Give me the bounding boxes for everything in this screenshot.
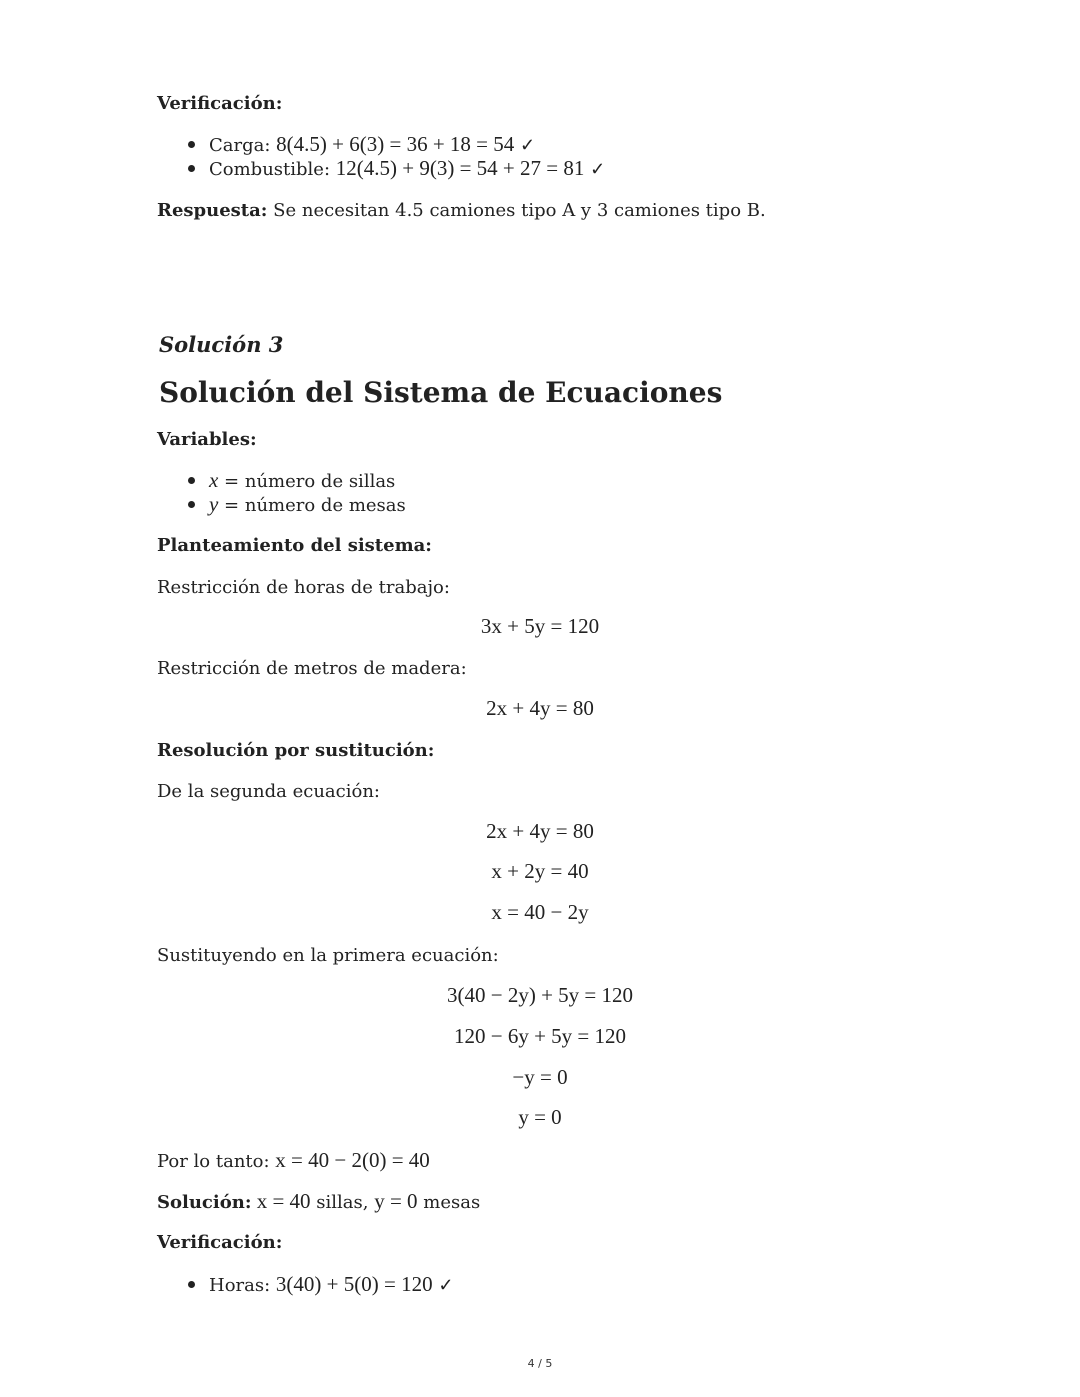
math-expression: 12(4.5) + 9(3) = 54 + 27 = 81 [335,156,585,180]
verification-heading: Verificación: [157,1232,283,1253]
math-expression: x = 40 − 2(0) = 40 [275,1148,430,1172]
equation: y = 0 [518,1105,562,1129]
equation: x = 40 − 2y [491,900,589,924]
equation: 3(40 − 2y) + 5y = 120 [446,983,634,1007]
method-heading: Resolución por sustitución: [157,740,435,761]
bullet-icon [188,477,195,484]
math-expression: 3(40) + 5(0) = 120 [275,1272,433,1296]
list-item: Combustible: 12(4.5) + 9(3) = 54 + 27 = 81 ✓ [209,156,606,180]
solution-subtitle: Solución 3 [159,332,284,357]
answer-paragraph: Respuesta: Se necesitan 4.5 camiones tipo A y 3 camiones tipo B. [157,200,766,221]
list-item: x = número de sillas [209,468,396,492]
page-number: 4 / 5 [527,1357,553,1370]
therefore-paragraph: Por lo tanto: x = 40 − 2(0) = 40 [157,1148,430,1172]
equation: −y = 0 [512,1065,568,1089]
bullet-icon [188,141,195,148]
equation: 2x + 4y = 80 [486,696,594,720]
verification-heading: Verificación: [157,93,283,114]
equation: 3x + 5y = 120 [480,614,600,638]
paragraph: De la segunda ecuación: [157,781,380,802]
setup-heading: Planteamiento del sistema: [157,535,432,556]
solution-paragraph: Solución: x = 40 sillas, y = 0 mesas [157,1189,481,1213]
equation: 2x + 4y = 80 [486,819,594,843]
list-item: Carga: 8(4.5) + 6(3) = 36 + 18 = 54 ✓ [209,132,536,156]
checkmark-icon: ✓ [438,1275,454,1296]
paragraph: Restricción de horas de trabajo: [157,577,450,598]
checkmark-icon: ✓ [520,135,536,156]
list-item: Horas: 3(40) + 5(0) = 120 ✓ [209,1272,454,1296]
paragraph: Restricción de metros de madera: [157,658,467,679]
paragraph: Sustituyendo en la primera ecuación: [157,945,499,966]
equation: x + 2y = 40 [491,859,589,883]
checkmark-icon: ✓ [590,159,606,180]
variables-heading: Variables: [157,429,257,450]
bullet-icon [188,501,195,508]
math-expression: 8(4.5) + 6(3) = 36 + 18 = 54 [276,132,515,156]
equation: 120 − 6y + 5y = 120 [453,1024,627,1048]
section-title: Solución del Sistema de Ecuaciones [159,376,723,409]
bullet-icon [188,165,195,172]
list-item: y = número de mesas [209,492,406,516]
bullet-icon [188,1281,195,1288]
